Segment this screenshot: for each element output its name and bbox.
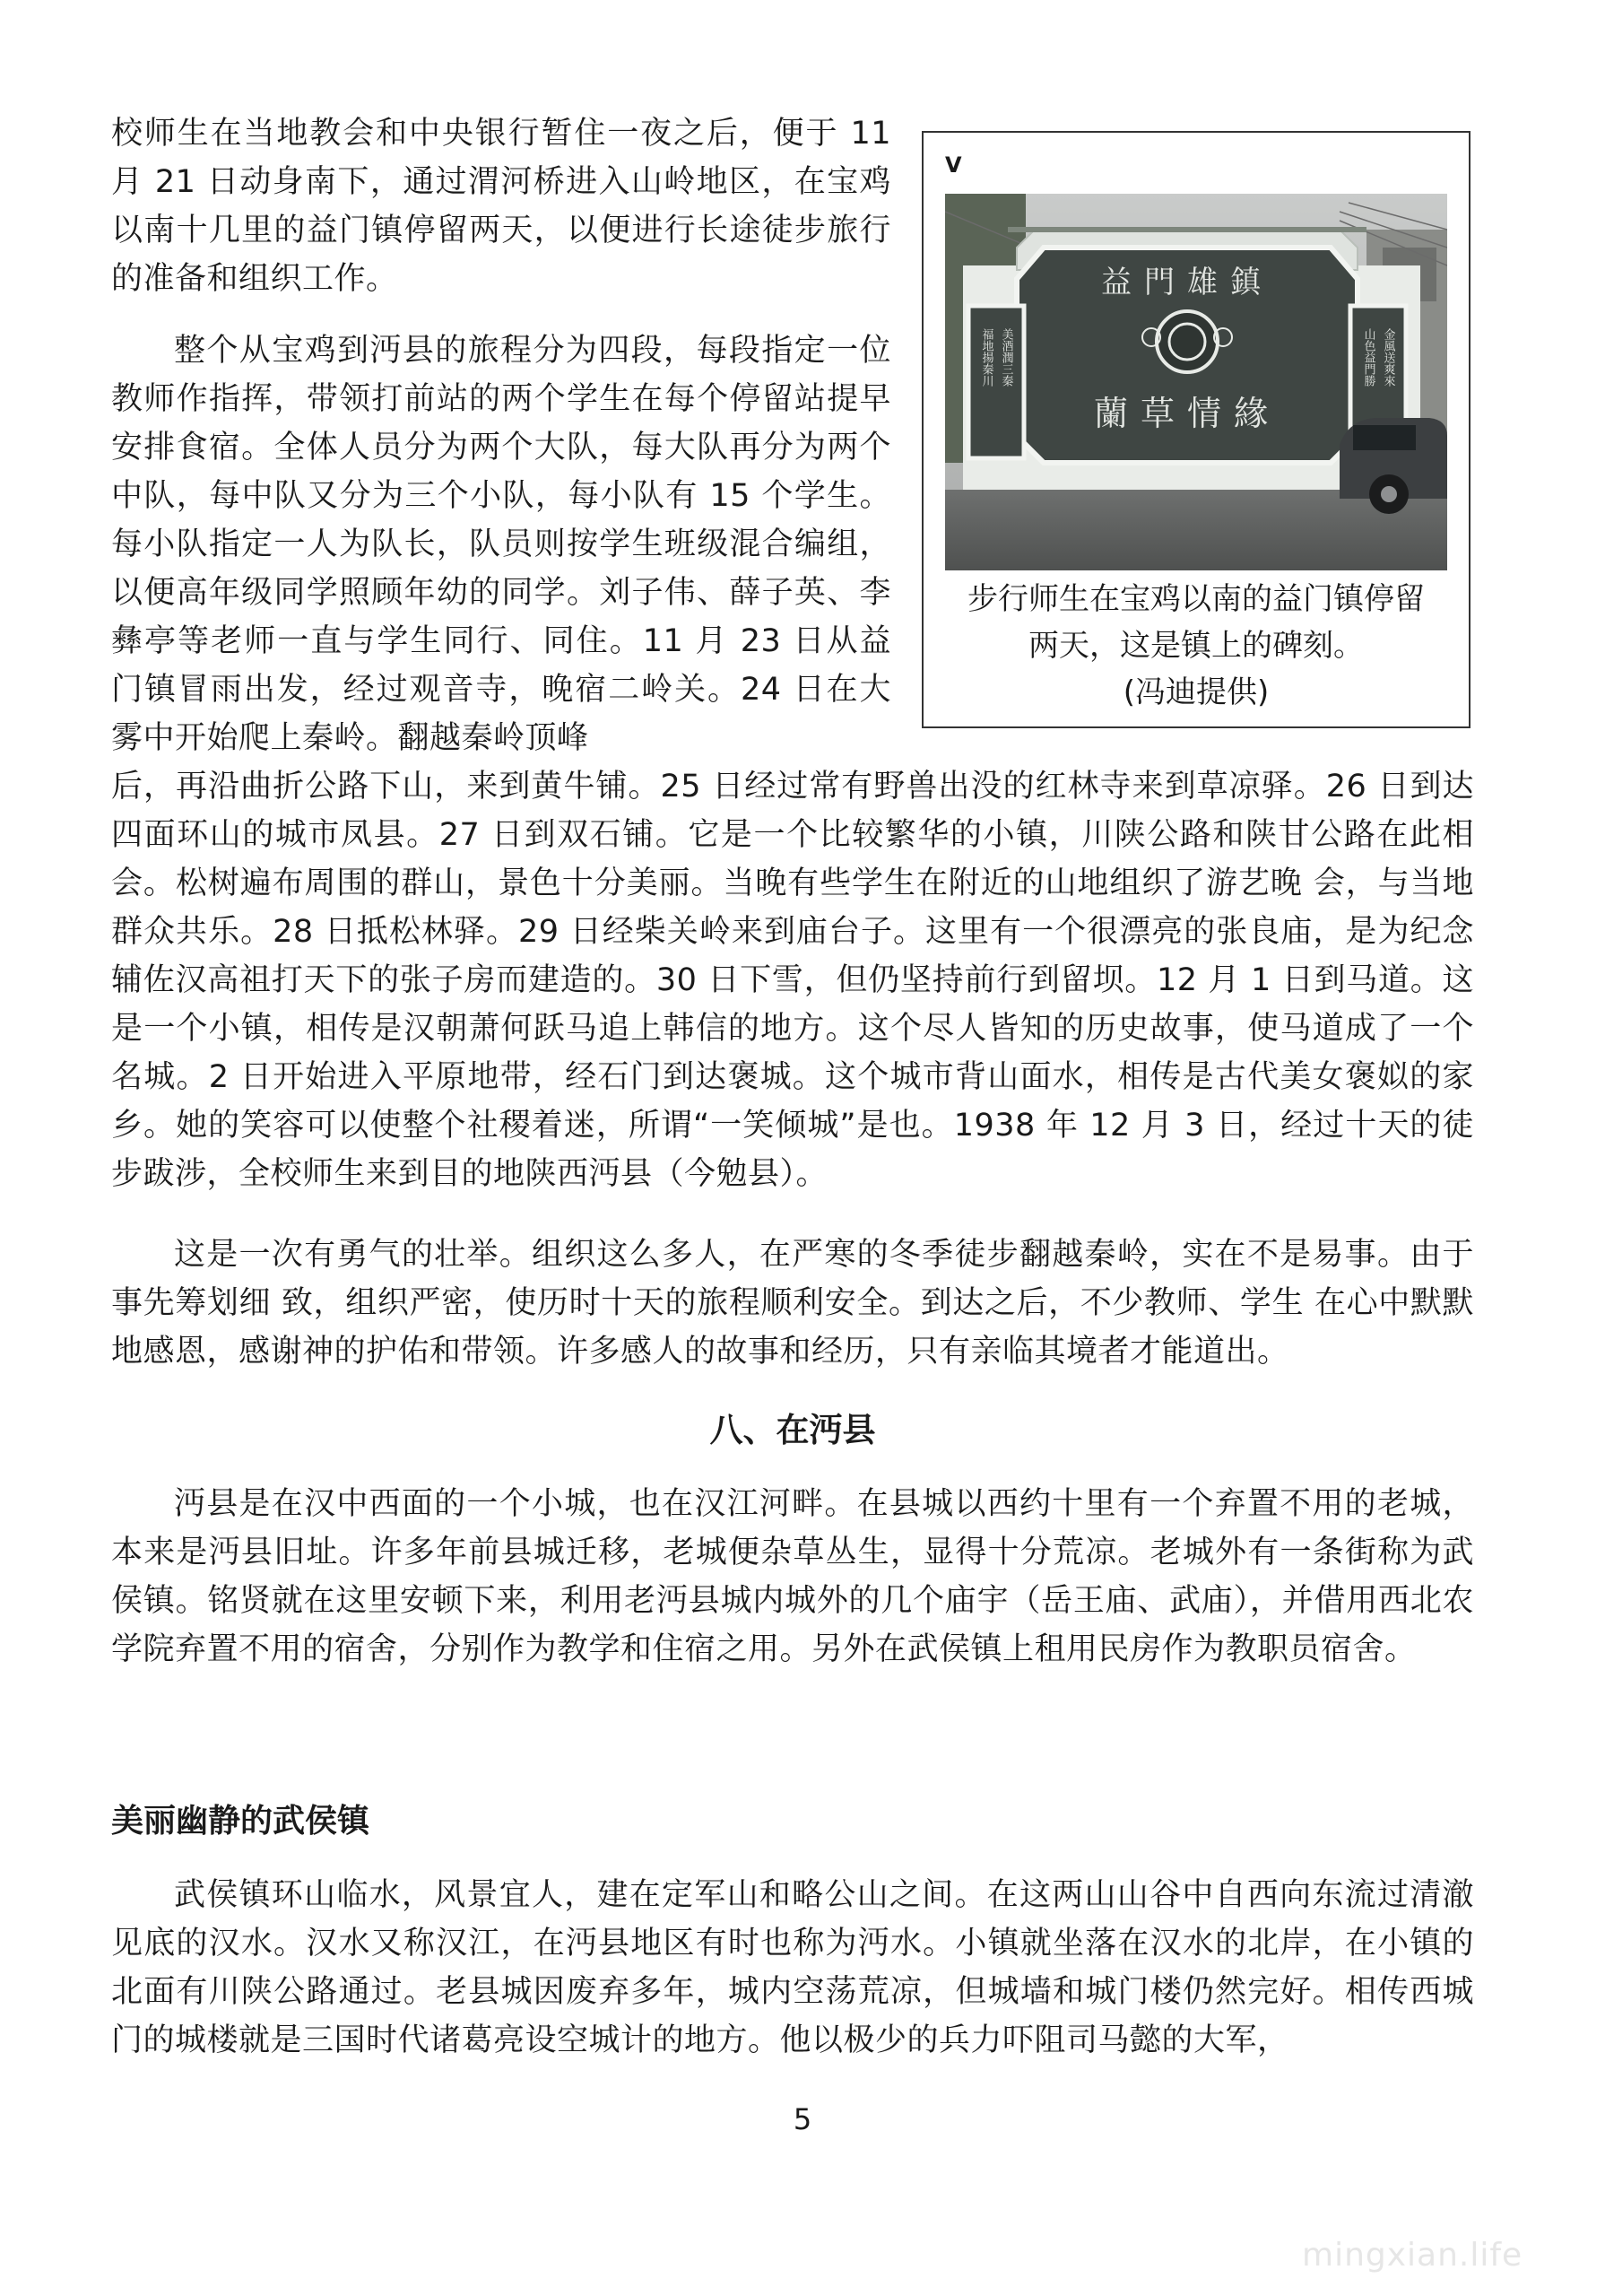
svg-text:山色益門勝: 山色益門勝: [1361, 328, 1375, 387]
page-number: 5: [793, 2102, 812, 2136]
paragraph-5: 武侯镇环山临水，风景宜人，建在定军山和略公山之间。在这两山山谷中自西向东流过清澈见底的汉水。汉水又称汉江，在沔县地区有时也称为沔水。小镇就坐落在汉水的北岸，在小镇的北面有川陕公路通过。老县城因废弃多年，城内空荡荒凉，但城墙和城门楼仍然完好。相传西城门的城楼就是三国时代诸葛亮设空城计的地方。他以极少的兵力吓阻司马懿的大军，: [111, 1877, 1474, 2058]
paragraph-4: 沔县是在汉中西面的一个小城，也在汉江河畔。在县城以西约十里有一个弃置不用的老城，本来是沔县旧址。许多年前县城迁移，老城便杂草丛生，显得十分荒凉。老城外有一条街称为武侯镇。铭贤就在这里安顿下来，利用老沔县城内城外的几个庙宇（岳王庙、武庙），并借用西北农学院弃置不用的宿舍，分别作为教学和住宿之用。另外在武侯镇上租用民房作为教职员宿舍。: [111, 1486, 1474, 1667]
svg-text:金風送爽來: 金風送爽來: [1381, 328, 1395, 387]
figure-box: [922, 131, 1471, 728]
paragraph-3: 这是一次有勇气的壮举。组织这么多人，在严寒的冬季徒步翻越秦岭，实在不是易事。由于事先筹划细 致，组织严密，使历时十天的旅程顺利安全。到达之后，不少教师、学生 在心中默默地感恩，感谢神的护佑和带领。许多感人的故事和经历，只有亲临其境者才能道出。: [111, 1237, 1474, 1370]
tablet-top-inscription: 益門雄鎮: [1101, 265, 1273, 300]
svg-text:福地揚秦川: 福地揚秦川: [979, 328, 993, 387]
caption-line-1: 步行师生在宝鸡以南的益门镇停留: [967, 581, 1425, 617]
paragraph-1: 校师生在当地教会和中央银行暂住一夜之后，便于 11 月 21 日动身南下，通过渭河桥进入山岭地区，在宝鸡以南十几里的益门镇停留两天，以便进行长途徒步旅行的准备和组织工作。: [111, 116, 891, 297]
paragraph-2: 整个从宝鸡到沔县的旅程分为四段，每段指定一位教师作指挥，带领打前站的两个学生在每个停留站提早安排食宿。全体人员分为两个大队，每大队再分为两个中队，每中队又分为三个小队，每小队有 15 个学生。每小队指定一人为队长，队员则按学生班级混合编组，以便高年级同学照顾年幼的同学。刘子伟、薛子英、李彝亭等老师一直与学生同行、同住。11 月 23 日从益门镇冒雨出发，经过观音寺，晚宿二岭关。24 日在大雾中开始爬上秦岭。翻越秦岭顶峰: [111, 333, 891, 756]
caption-line-2: 两天，这是镇上的碑刻。: [1028, 628, 1364, 664]
svg-text:美酒潤三秦: 美酒潤三秦: [999, 328, 1013, 387]
subsection-heading: 美丽幽静的武侯镇: [111, 1803, 370, 1839]
stone-tablet-photo: [945, 194, 1447, 570]
tablet-bottom-inscription: 蘭草情緣: [1093, 394, 1281, 433]
section-heading: 八、在沔县: [709, 1411, 876, 1449]
caption-line-3: (冯迪提供): [1123, 674, 1270, 710]
paragraph-2-continued: 后，再沿曲折公路下山，来到黄牛铺。25 日经过常有野兽出没的红林寺来到草凉驿。26 日到达四面环山的城市凤县。27 日到双石铺。它是一个比较繁华的小镇，川陕公路和陕甘公路在此相会。松树遍布周围的群山，景色十分美丽。当晚有些学生在附近的山地组织了游艺晚 会，与当地群众共乐。28 日抵松林驿。29 日经柴关岭来到庙台子。这里有一个很漂亮的张良庙，是为纪念辅佐汉高祖打天下的张子房而建造的。30 日下雪，但仍坚持前行到留坝。12 月 1 日到马道。这是一个小镇，相传是汉朝萧何跃马追上韩信的地方。这个尽人皆知的历史故事，使马道成了一个名城。2 日开始进入平原地带，经石门到达褒城。这个城市背山面水，相传是古代美女褒姒的家乡。她的笑容可以使整个社稷着迷，所谓“一笑倾城”是也。1938 年 12 月 3 日，经过十天的徒步跋涉，全校师生来到目的地陕西沔县（今勉县）。: [111, 769, 1474, 1192]
watermark: mingxian.life: [1302, 2237, 1523, 2274]
figure-caption: [924, 576, 1469, 716]
figure-mark: V: [945, 152, 962, 178]
